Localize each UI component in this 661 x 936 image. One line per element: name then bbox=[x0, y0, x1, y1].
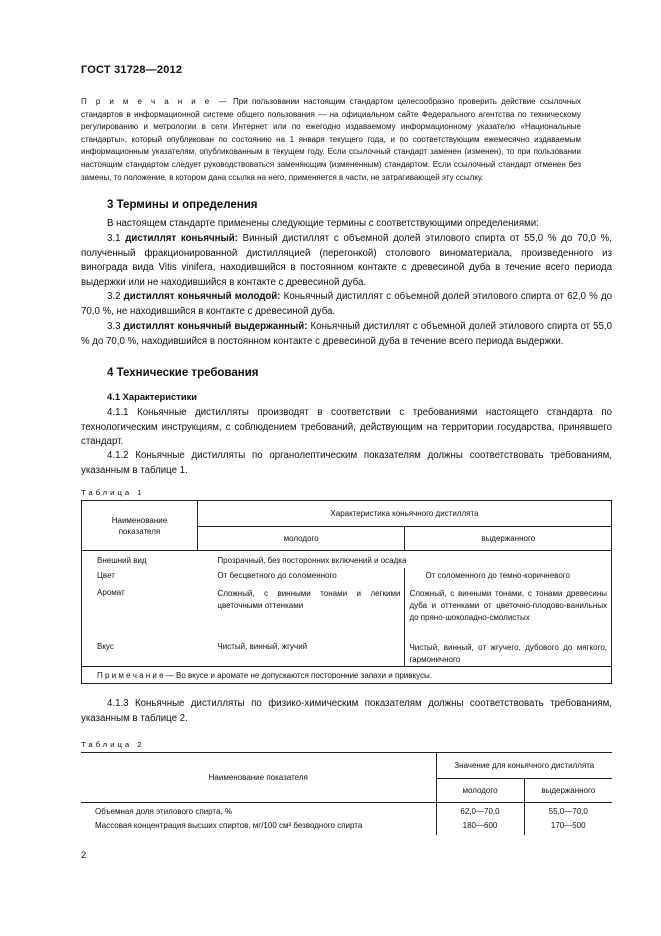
term-3-2-term: дистиллят коньячный молодой: bbox=[123, 291, 281, 302]
table-1-row-name: Цвет bbox=[82, 568, 198, 585]
term-3-1-number: 3.1 bbox=[107, 233, 126, 244]
paragraph-4-1-3: 4.1.3 Коньячные дистилляты по физико-химическим показателям должны соответствовать требованиям, указанным в таблице 2. bbox=[81, 698, 612, 724]
table-2-head-name: Наименование показателя bbox=[81, 753, 436, 803]
table-2-row-name: Объемная доля этилового спирта, % bbox=[81, 803, 436, 819]
term-3-3-term: дистиллят коньячный выдержанный: bbox=[123, 321, 308, 332]
term-3-1 bbox=[81, 232, 612, 290]
table-1-head-group: Характеристика коньячного дистиллята bbox=[197, 501, 611, 527]
note-lead: П р и м е ч а н и е — bbox=[81, 97, 229, 106]
term-3-1-definition: Винный дистиллят с объемной долей этилового спирта от 55,0 % до 70,0 %, полученный фракционированной дистилляцией (перегонкой) столового виноматериала, произведенного из винограда вида Vitis vinifera, находившийся в постоянном контакте с древесиной дуба в течение всего периода выдержки или не находившийся в контакте с древесиной дуба. bbox=[81, 233, 612, 288]
table-1 bbox=[81, 500, 612, 684]
table-1-row-young: Прозрачный, без посторонних включений и осадка bbox=[197, 551, 611, 568]
table-1-row-name: Вкус bbox=[82, 639, 198, 667]
table-1-row-young: Чистый, винный, жгучий bbox=[217, 641, 308, 651]
table-2-head-group: Значение для коньячного дистиллята bbox=[436, 753, 612, 779]
note-block bbox=[81, 96, 581, 184]
table-1-row-name: Аромат bbox=[82, 585, 198, 639]
table-2-caption: Таблица 2 bbox=[81, 740, 145, 749]
table-1-row-aged: Сложный, с винными тонами, с тонами древесины дуба и оттенками от цветочно-плодово-ванильных до пряно-шоколадно-смолистых bbox=[405, 585, 612, 639]
term-3-2-definition: Коньячный дистиллят с объемной долей этилового спирта от 62,0 % до 70,0 %, не находившийся в контакте с древесиной дуба. bbox=[81, 291, 612, 317]
table-1-caption: Таблица 1 bbox=[81, 488, 145, 497]
paragraph-4-1-1: 4.1.1 Коньячные дистилляты производят в соответствии с требованиями настоящего стандарта по технологическим инструкциям, с соблюдением требований, действующим на территории государства, принявшего стандарт. bbox=[81, 407, 612, 447]
page-number: 2 bbox=[81, 850, 87, 861]
document-header: ГОСТ 31728—2012 bbox=[81, 64, 183, 76]
table-1-row-aged: От соломенного до темно-коричневого bbox=[405, 568, 612, 585]
section-3-title: 3 Термины и определения bbox=[107, 199, 258, 211]
note-text: При пользовании настоящим стандартом целесообразно проверить действие ссылочных стандартов в информационной системе общего пользования — на официальном сайте Федерального агентства по техническому регулированию и метрологии в сети Интернет или по ежегодно издаваемому информационному указателю «Национальные стандарты», который опубликован по состоянию на 1 января текущего года, и по соответствующим ежемесячно издаваемым информационным указателям, опубликованным в текущем году. Если ссылочный стандарт заменен (изменен), то при пользовании настоящим стандартом следует руководствоваться заменяющим (измененным) стандартом. Если ссылочный стандарт отменен без замены, то положение, в котором дана ссылка на него, применяется в части, не затрагивающей эту ссылку. bbox=[81, 97, 582, 182]
table-2-row-aged: 170—500 bbox=[550, 820, 586, 830]
table-2-row-aged: 55,0—70,0 bbox=[548, 807, 588, 816]
paragraph-4-1-2: 4.1.2 Коньячные дистилляты по органолептическим показателям должны соответствовать требованиям, указанным в таблице 1. bbox=[81, 450, 612, 476]
table-2-row-young: 180—600 bbox=[436, 819, 524, 835]
table-1-row-young: Сложный, с винными тонами и легкими цветочными оттенками bbox=[217, 588, 401, 610]
term-3-3-definition: Коньячный дистиллят с объемной долей этилового спирта от 55,0 % до 70,0 %, находившийся в постоянном контакте с древесиной дуба в течение всего периода выдержки. bbox=[81, 321, 613, 347]
table-1-head-young: молодого bbox=[197, 527, 405, 551]
table-1-head-name: Наименование показателя bbox=[82, 501, 198, 551]
term-3-1-term: дистиллят коньячный: bbox=[125, 233, 238, 244]
term-3-2-number: 3.2 bbox=[107, 291, 124, 302]
table-1-note: П р и м е ч а н и е — Во вкусе и аромате не допускаются посторонние запахи и привкусы. bbox=[82, 667, 612, 684]
table-2-row-young: 62,0—70,0 bbox=[436, 803, 524, 819]
table-1-head-aged: выдержанного bbox=[405, 527, 612, 551]
section-4-title: 4 Технические требования bbox=[107, 367, 259, 379]
section-3-intro: В настоящем стандарте применены следующие термины с соответствующими определениями: bbox=[107, 218, 539, 229]
term-3-2 bbox=[81, 290, 612, 319]
table-1-row-young: От бесцветного до соломенного bbox=[217, 570, 337, 580]
term-3-3-number: 3.3 bbox=[107, 321, 124, 332]
table-2-row-name: Массовая концентрация высших спиртов, мг/100 см³ безводного спирта bbox=[81, 819, 436, 835]
table-2-head-young: молодого bbox=[436, 779, 524, 803]
subsection-4-1-title: 4.1 Характеристики bbox=[107, 391, 198, 402]
term-3-3 bbox=[81, 320, 612, 349]
table-1-row-name: Внешний вид bbox=[82, 551, 198, 568]
table-1-row-aged: Чистый, винный, от жгучего, дубового до мягкого, гармоничного bbox=[405, 639, 612, 667]
table-2-head-aged: выдержанного bbox=[524, 779, 612, 803]
table-2 bbox=[81, 752, 612, 835]
